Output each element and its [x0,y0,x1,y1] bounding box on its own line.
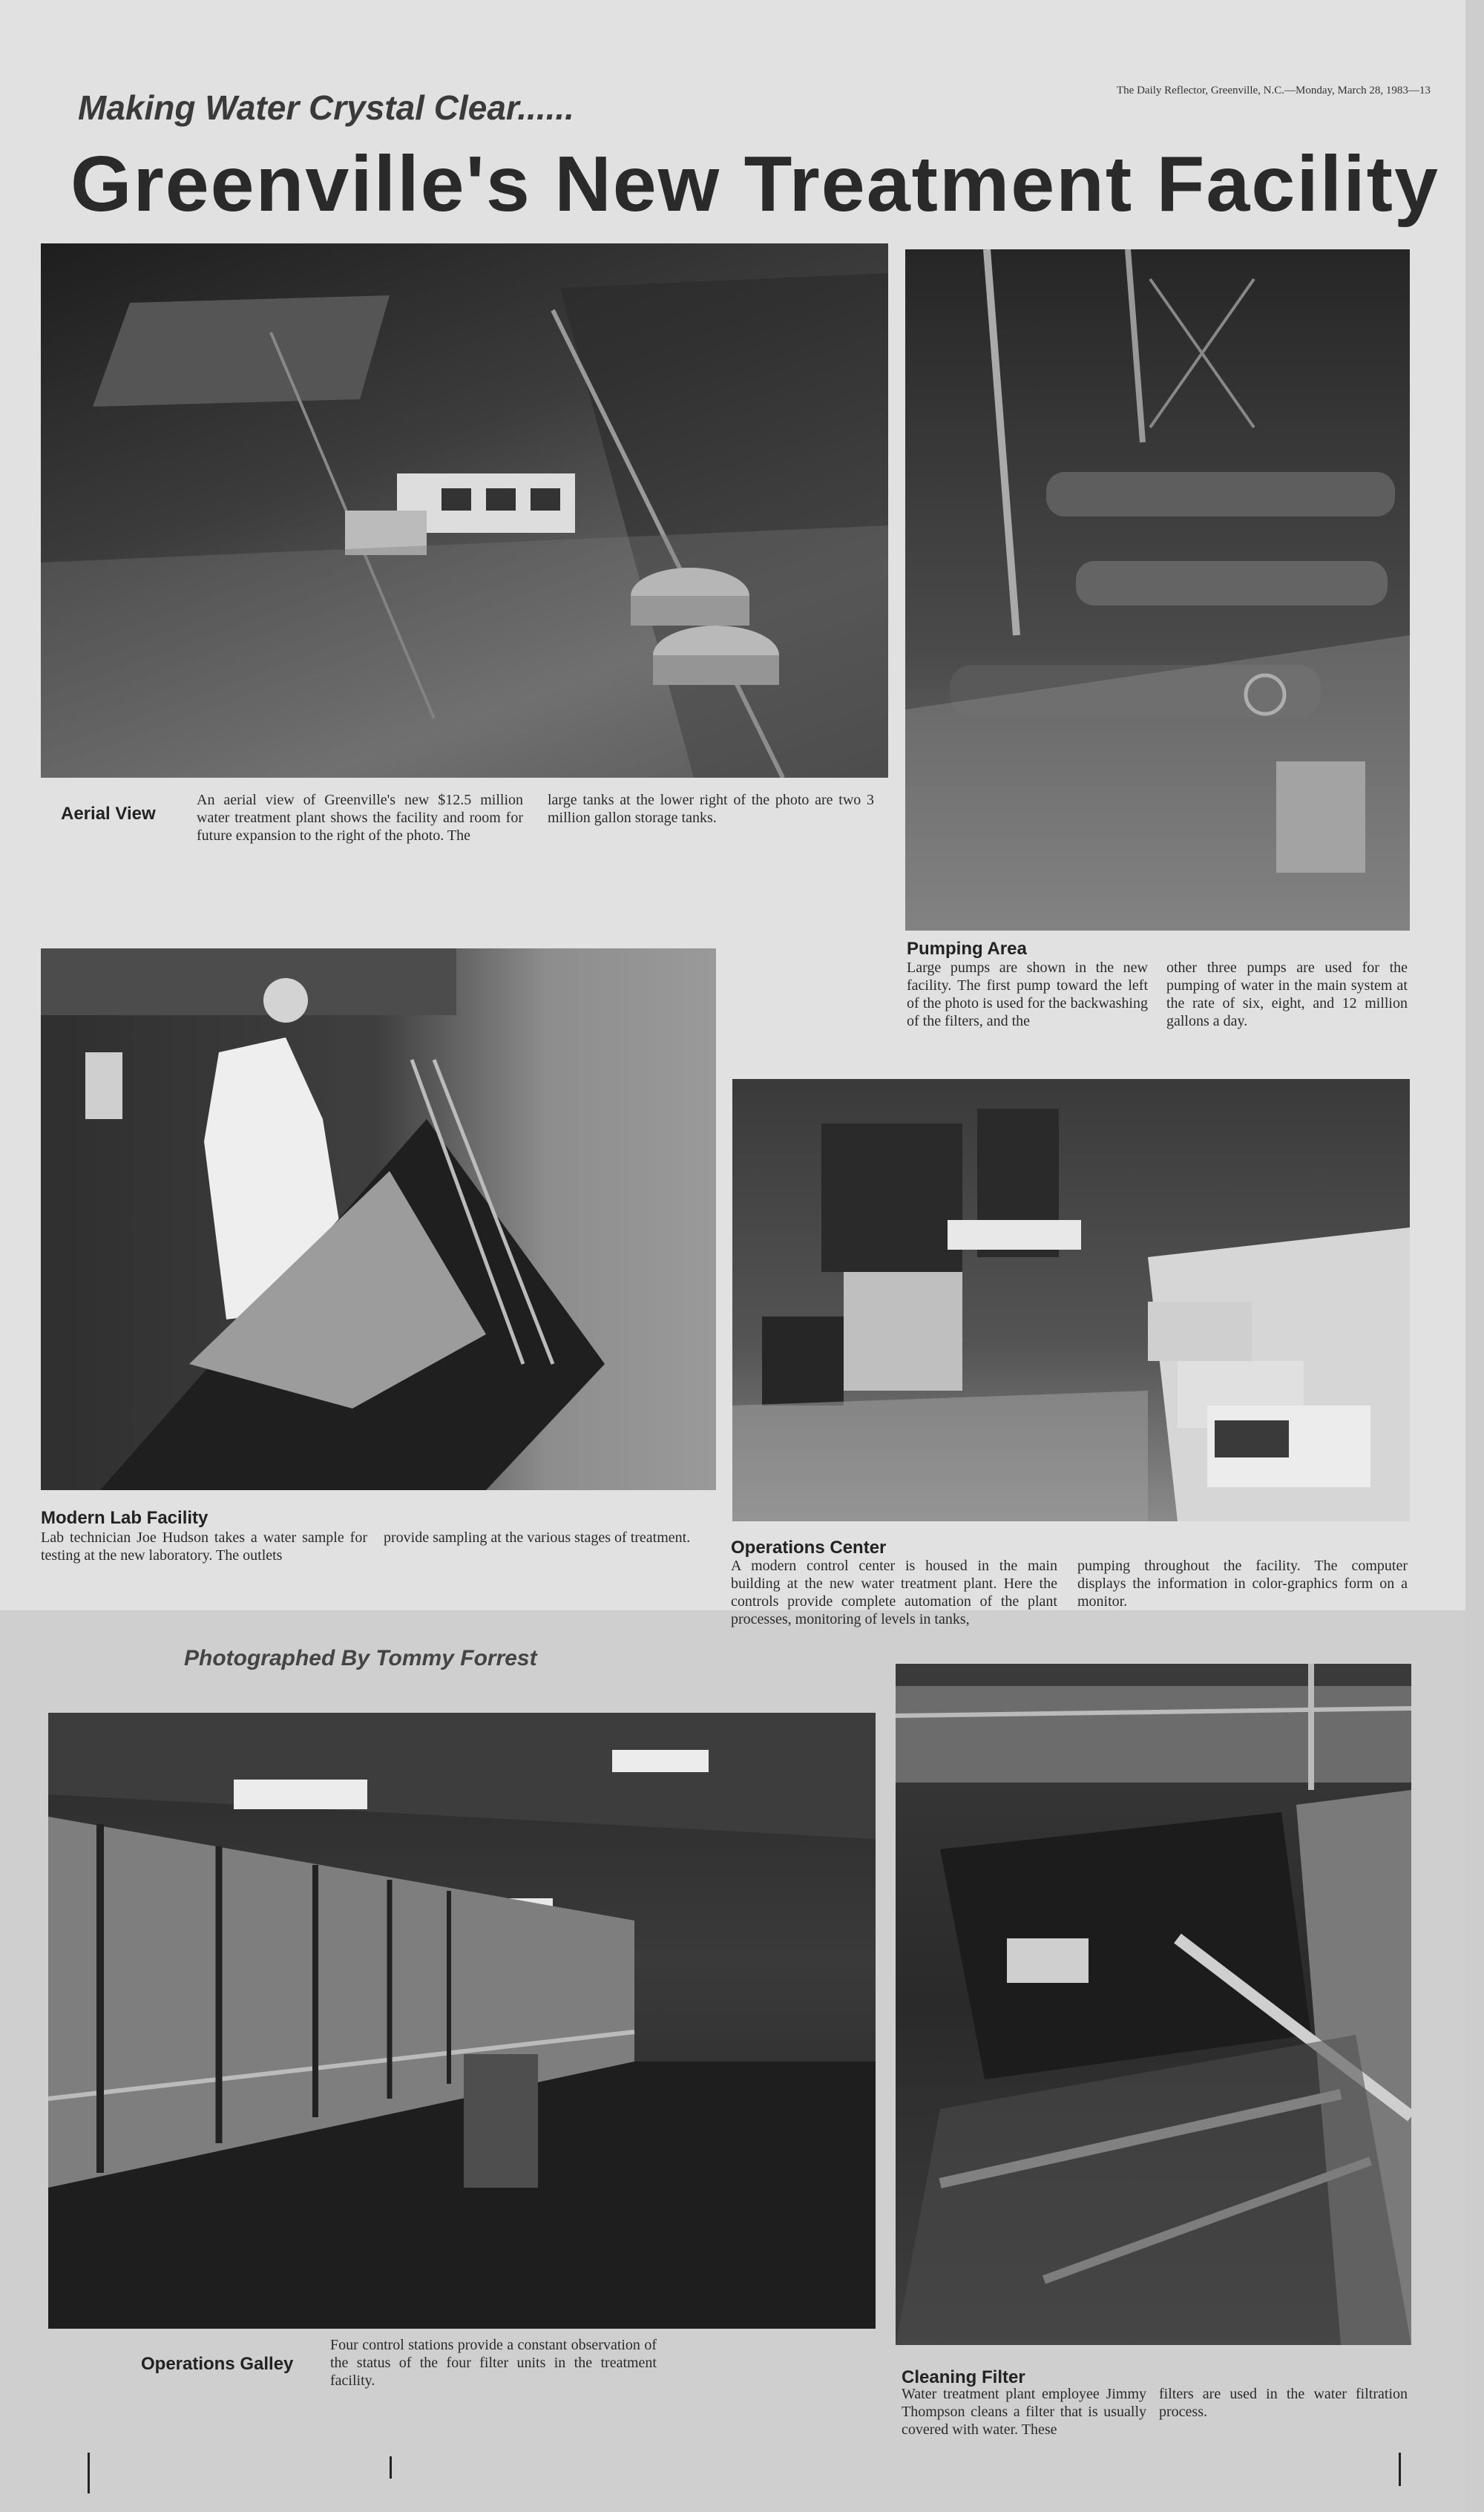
operations-center-title: Operations Center [731,1538,887,1558]
photo-credit: Photographed By Tommy Forrest [184,1646,537,1670]
operations-center-text-col1: A modern control center is housed in the main building at the new water treatment plant. Here the controls provide complete automation of the plant processes, monitoring of levels in tanks, [731,1558,1057,1627]
aerial-view-title: Aerial View [61,804,156,824]
cleaning-filter-text-col2: filters are used in the water filtration process. [1159,2386,1408,2420]
cleaning-filter-title: Cleaning Filter [902,2367,1025,2387]
aerial-view-text-col1: An aerial view of Greenville's new $12.5 million water treatment plant shows the facility and room for future expansion to the right of the photo. The [197,792,523,844]
page-edge [1465,0,1484,2512]
scan-mark-left [88,2453,90,2493]
modern-lab-text-col1: Lab technician Joe Hudson takes a water sample for testing at the new laboratory. The outlets [41,1529,367,1564]
operations-galley-text: Four control stations provide a constant observation of the status of the four filter units in the treatment facility. [330,2337,657,2389]
operations-galley-title: Operations Galley [141,2354,294,2374]
pumping-area-text-col1: Large pumps are shown in the new facility. The first pump toward the left of the photo is used for the backwashing of the filters, and the [907,960,1148,1029]
cleaning-filter-photo [896,1664,1411,2345]
pumping-area-photo [905,249,1410,931]
kicker-headline: Making Water Crystal Clear...... [78,88,574,127]
pumping-area-text-col2: other three pumps are used for the pumping of water in the main system at the rate of six, eight, and 12 million gallons a day. [1166,960,1408,1029]
operations-galley-photo [48,1713,876,2329]
modern-lab-title: Modern Lab Facility [41,1508,209,1528]
cleaning-filter-text-col1: Water treatment plant employee Jimmy Thompson cleans a filter that is usually covered with water. These [902,2386,1146,2438]
aerial-view-text-col2: large tanks at the lower right of the photo are two 3 million gallon storage tanks. [548,792,874,826]
modern-lab-text-col2: provide sampling at the various stages of treatment. [384,1529,691,1546]
modern-lab-photo [41,948,716,1490]
scan-mark-right [1399,2453,1401,2486]
dateline: The Daily Reflector, Greenville, N.C.—Monday, March 28, 1983—13 [1117,85,1431,96]
operations-center-photo [732,1079,1410,1521]
aerial-view-photo [41,243,888,778]
pumping-area-title: Pumping Area [907,939,1027,959]
operations-center-text-col2: pumping throughout the facility. The computer displays the information in color-graphics form on a monitor. [1077,1558,1408,1610]
page-headline: Greenville's New Treatment Facility [70,140,1439,228]
scan-mark-center [390,2456,392,2479]
